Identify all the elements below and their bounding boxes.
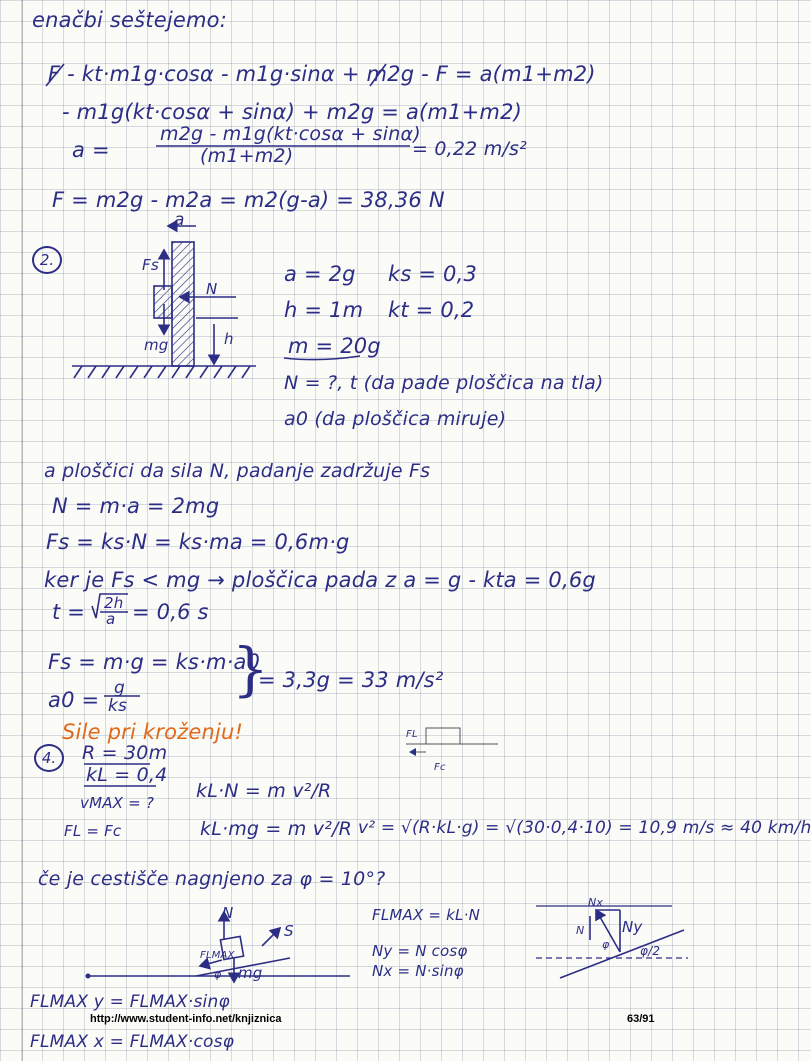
wall-block-diagram [72, 226, 256, 378]
underline-m [284, 356, 360, 360]
solution-a0-result: = 3,3g = 33 m/s² [258, 668, 444, 692]
given-a: a = 2g [284, 262, 356, 286]
sqrt-sign-t [92, 594, 128, 618]
incline-mg-label: mg [238, 964, 263, 982]
given-m: m = 20g [288, 334, 381, 358]
diagram-weight-label: mg [144, 336, 169, 354]
given-fl: FL = Fc [64, 822, 122, 840]
right-n-label: N [576, 924, 585, 937]
footer-url: http://www.student-info.net/knjiznica [90, 1013, 282, 1025]
equation-flmax: FLMAX = kL·N [372, 906, 481, 924]
equation-ny: Ny = N cosφ [372, 942, 468, 960]
solution-a0-top: Fs = m·g = ks·m·a0 [48, 650, 261, 674]
incline-n-label: N [222, 904, 234, 922]
problem-2-number: 2. [32, 246, 62, 274]
solution-a0-num: g [114, 678, 125, 698]
section-title: Sile pri kroženju! [62, 720, 244, 744]
equation-force: F = m2g - m2a = m2(g-a) = 38,36 N [52, 188, 445, 212]
equation-nx: Nx = N·sinφ [372, 962, 464, 980]
diagram-accel-label: a [174, 210, 185, 230]
given-kl: kL = 0,4 [86, 764, 168, 786]
solution-ker: ker je Fs < mg → ploščica pada z a = g - kta = 0,6g [44, 568, 596, 592]
strike-f-1 [46, 64, 64, 86]
solution-t-den: a [106, 610, 116, 628]
right-phi-label: φ [602, 938, 610, 951]
given-ks: ks = 0,3 [388, 262, 478, 286]
solution-fs: Fs = ks·N = ks·ma = 0,6m·g [46, 530, 350, 554]
equation-v-squared: v² = √(R·kL·g) = √(30·0,4·10) = 10,9 m/s ≈ 40 km/h [358, 818, 811, 838]
unknown-n-t: N = ?, t (da pade ploščica na tla) [284, 372, 604, 394]
diagram-height-label: h [224, 330, 234, 348]
equation-a-result: = 0,22 m/s² [412, 138, 527, 160]
given-r: R = 30m [82, 742, 168, 764]
mini-fc-label: Fc [434, 762, 446, 773]
page-heading: enačbi seštejemo: [32, 8, 227, 32]
incline-flmax-label: FLMAX [200, 950, 235, 961]
equation-line-2: - m1g(kt·cosα + sinα) + m2g = a(m1+m2) [62, 100, 523, 124]
given-vmax: vMAX = ? [80, 794, 155, 812]
question-incline: če je cestišče nagnjeno za φ = 10°? [38, 868, 386, 890]
diagram-normal-label: N [206, 280, 218, 298]
solution-n: N = m·a = 2mg [52, 494, 220, 518]
solution-t-num: 2h [104, 594, 124, 612]
solution-intro: a ploščici da sila N, padanje zadržuje Fs [44, 460, 431, 482]
right-nx-label: Nx [588, 896, 604, 909]
curly-brace: } [232, 635, 269, 703]
equation-a-numerator: m2g - m1g(kt·cosα + sinα) [160, 123, 421, 145]
mini-box [426, 728, 460, 744]
mini-fl-label: FL [406, 729, 418, 740]
bottom-flmax-x: FLMAX x = FLMAX·cosφ [30, 1032, 235, 1052]
unknown-a0: a0 (da ploščica miruje) [284, 408, 507, 430]
bottom-flmax-y: FLMAX y = FLMAX·sinφ [30, 992, 230, 1012]
incline-s-label: S [284, 922, 294, 940]
given-kt: kt = 0,2 [388, 298, 475, 322]
incline-phi-label: φ [214, 968, 222, 981]
strike-f-2 [370, 64, 386, 86]
footer-page-number: 63/91 [627, 1013, 655, 1025]
given-h: h = 1m [284, 298, 364, 322]
right-phi2-label: φ/2 [640, 944, 661, 958]
equation-line-1: F - kt·m1g·cosα - m1g·sinα + m2g - F = a(m1+m2) [48, 62, 596, 86]
solution-t-result: = 0,6 s [132, 600, 209, 624]
problem-4-number: 4. [34, 744, 64, 772]
equation-kl-mg: kL·mg = m v²/R [200, 818, 353, 840]
right-ny-label: Ny [622, 918, 643, 936]
right-force-diagram [536, 906, 688, 978]
solution-a0-lhs: a0 = [48, 688, 100, 712]
equation-a-denominator: (m1+m2) [200, 145, 294, 167]
diagram-friction-label: Fs [142, 256, 159, 274]
solution-t-lhs: t = [52, 600, 86, 624]
solution-a0-den: ks [108, 696, 128, 716]
equation-a-lhs: a = [72, 138, 110, 162]
incline-diagram [86, 912, 351, 982]
equation-kl-n: kL·N = m v²/R [196, 780, 332, 802]
